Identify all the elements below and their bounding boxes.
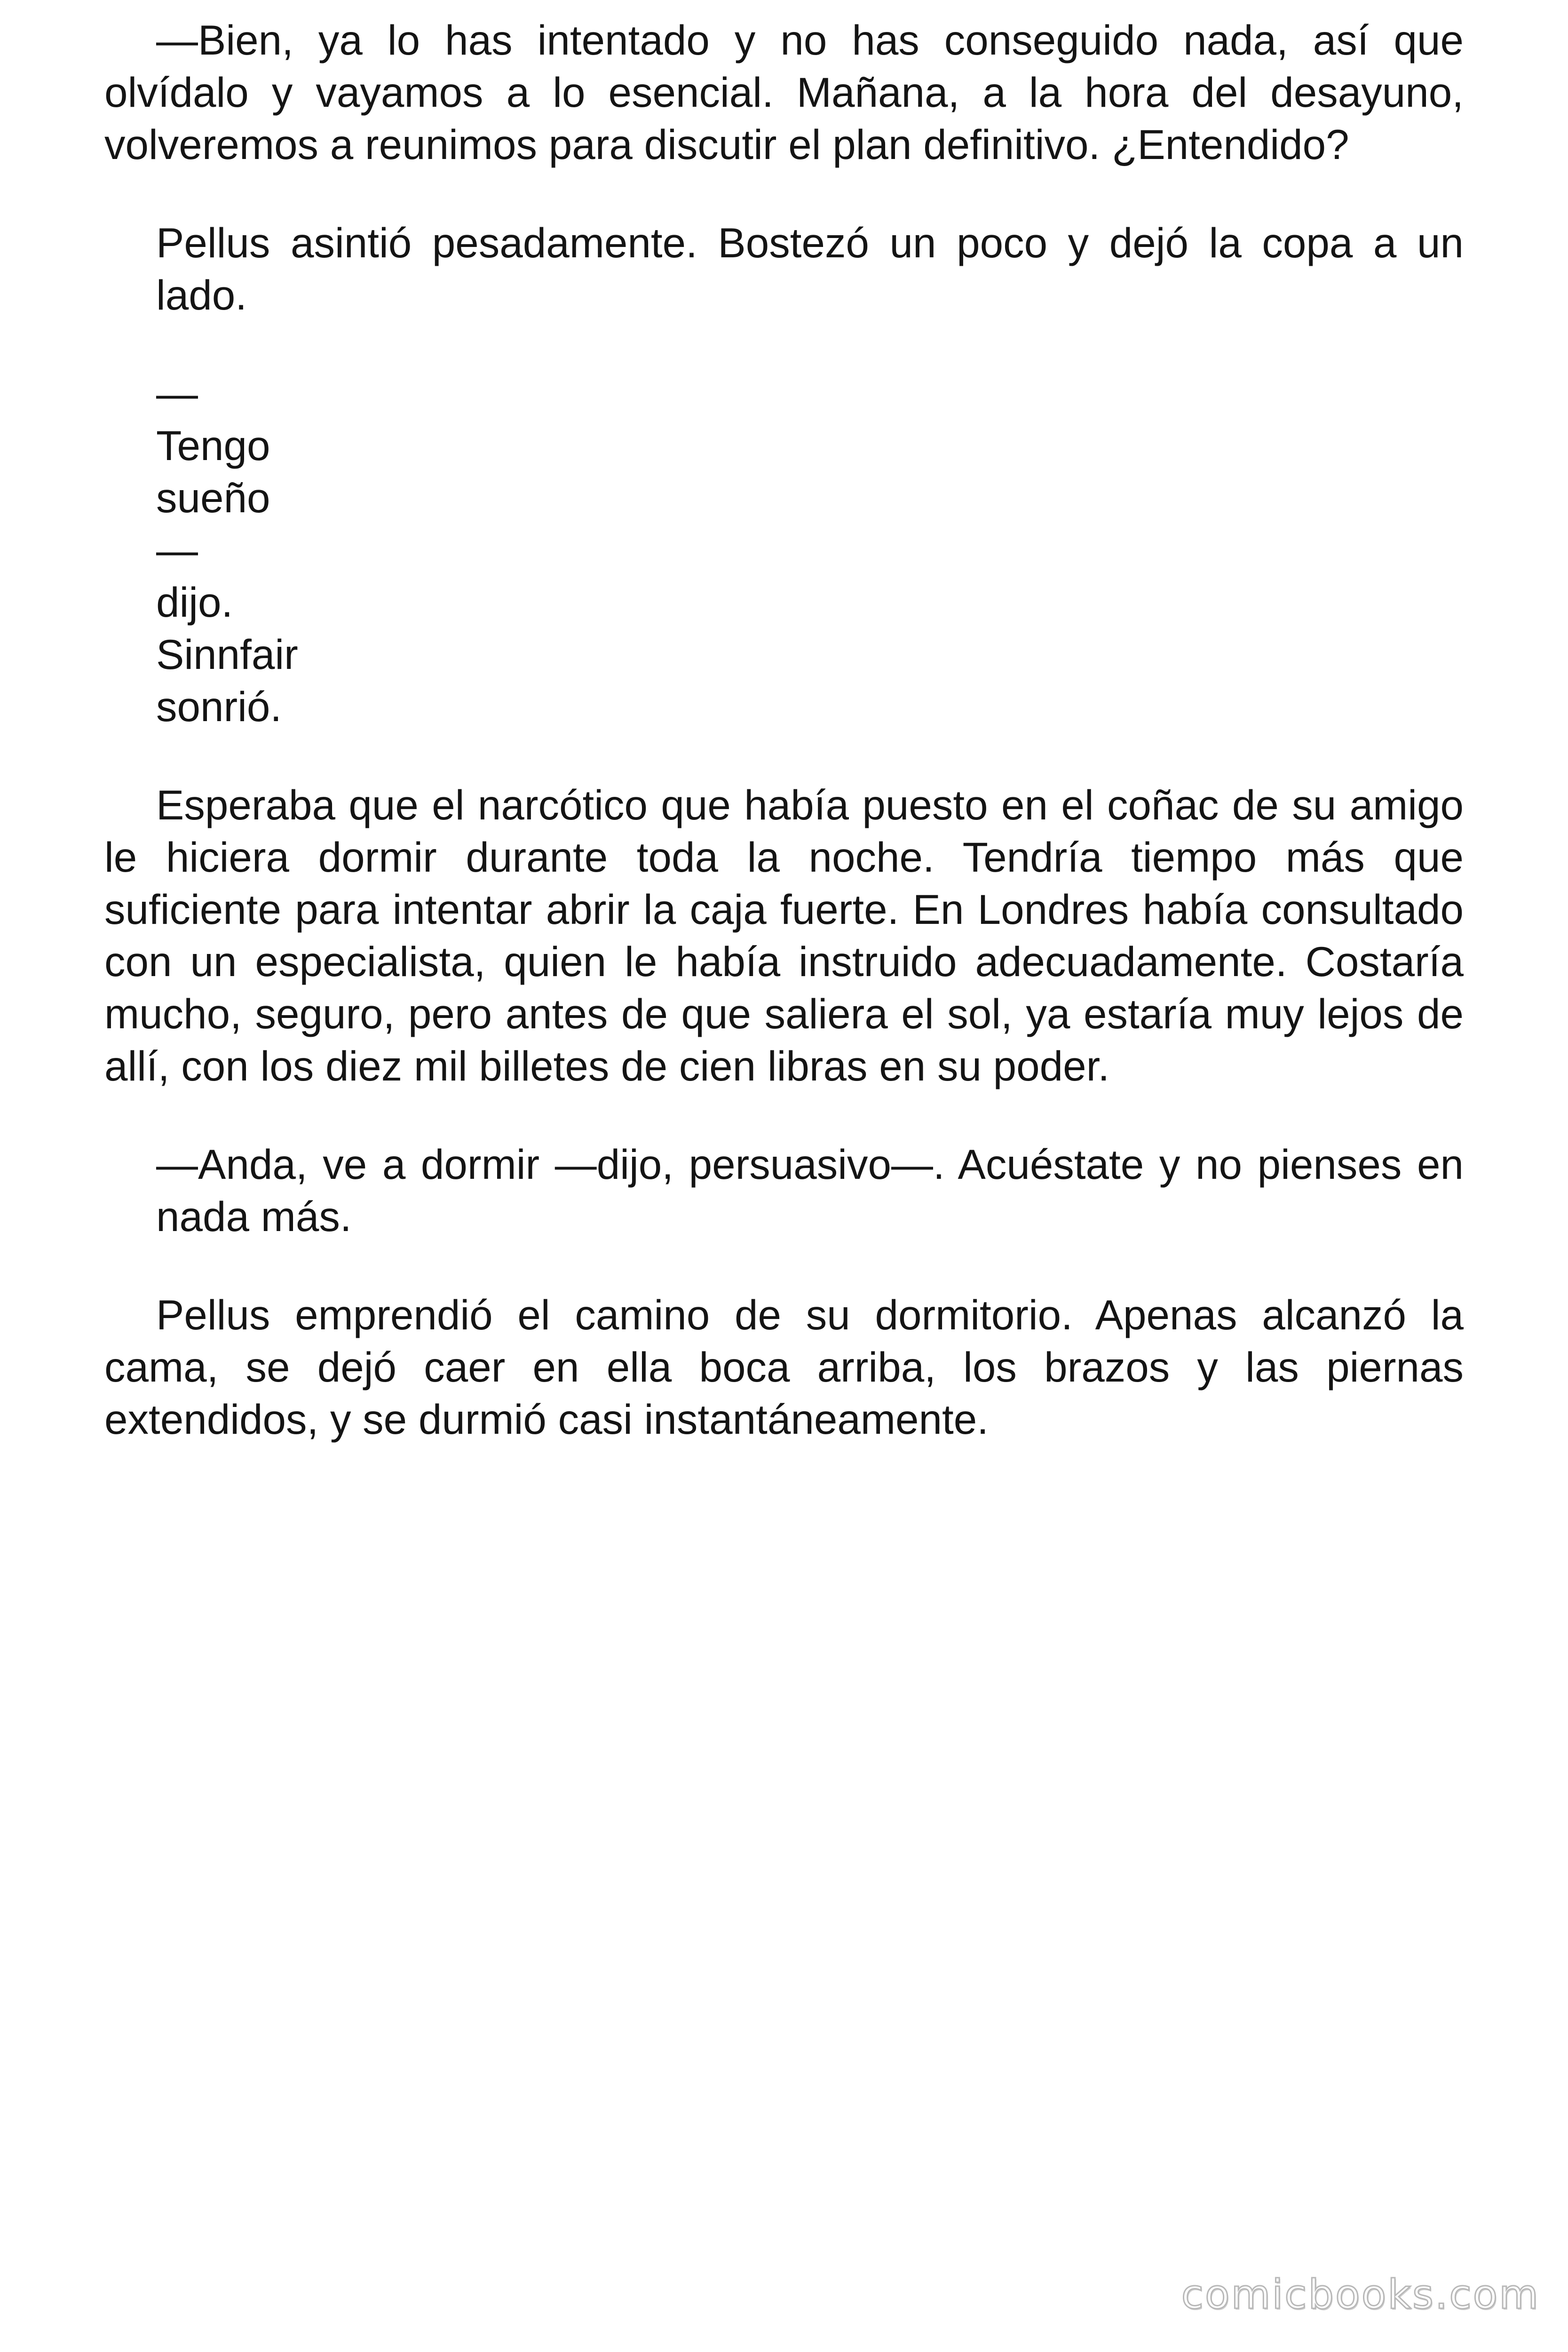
fragment-line: Tengo [156, 422, 270, 469]
fragment-line: sueño [156, 474, 270, 521]
fragment-line: dijo. [156, 579, 233, 626]
paragraph-anda: —Anda, ve a dormir —dijo, persuasivo—. Acuéstate y no pienses en nada más. [156, 1141, 1464, 1240]
page-body [104, 14, 1464, 1492]
fragment-line: sonrió. [156, 683, 282, 730]
paragraph-pellus-asintio: Pellus asintió pesadamente. Bostezó un poco y dejó la copa a un lado. [156, 219, 1464, 318]
paragraph-esperaba: Esperaba que el narcótico que había puesto en el coñac de su amigo le hiciera dormir durante toda la noche. Tendría tiempo más que suficiente para intentar abrir la caja fuerte. En Londres había consultado con un especialista, quien le había instruido adecuadamente. Costaría mucho, seguro, pero antes de que saliera el sol, ya estaría muy lejos de allí, con los diez mil billetes de cien libras en su poder. [104, 781, 1464, 1089]
fragment-line: — [156, 370, 198, 417]
fragment-line: — [156, 526, 198, 573]
paragraph-bien: —Bien, ya lo has intentado y no has conseguido nada, así que olvídalo y vayamos a lo esencial. Mañana, a la hora del desayuno, volveremos a reunimos para discutir el plan definitivo. ¿Entendido? [104, 16, 1464, 168]
watermark-logo: comicbooks.com [1181, 2271, 1540, 2318]
paragraph-tengo-sueno [104, 367, 1464, 733]
fragment-line: Sinnfair [156, 631, 298, 678]
paragraph-pellus-emprendio: Pellus emprendió el camino de su dormitorio. Apenas alcanzó la cama, se dejó caer en ella boca arriba, los brazos y las piernas extendidos, y se durmió casi instantáneamente. [104, 1291, 1464, 1443]
